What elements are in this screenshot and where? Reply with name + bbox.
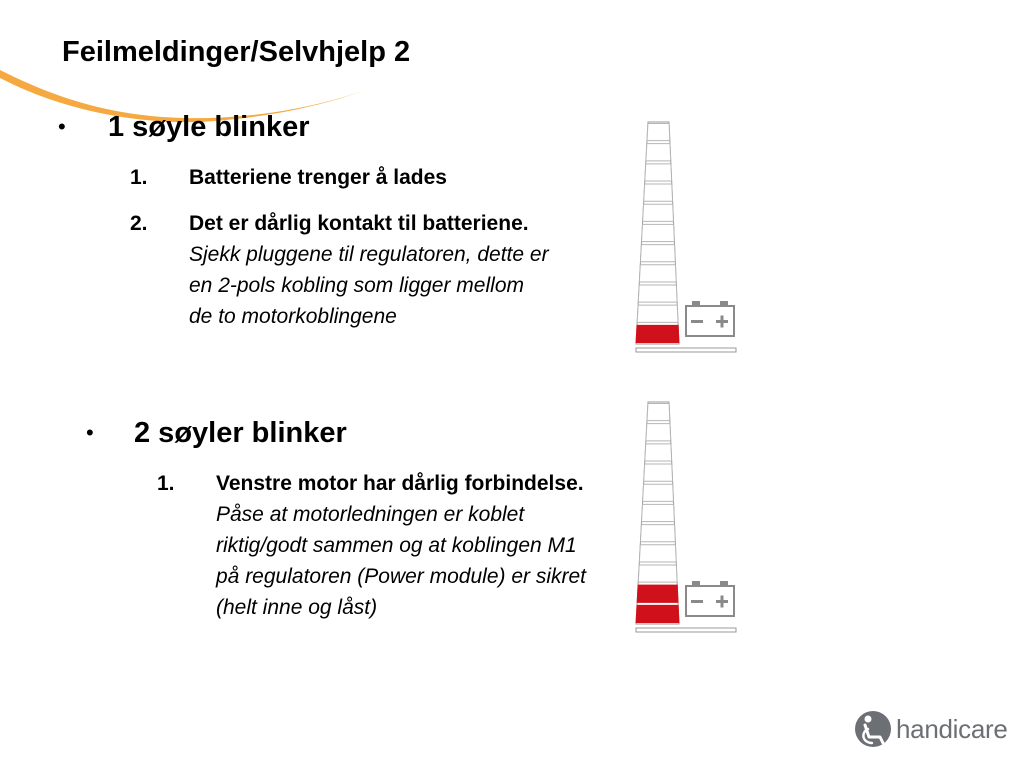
gauge-segment xyxy=(645,444,672,461)
battery-icon xyxy=(686,581,734,616)
handicare-logo-text: handicare xyxy=(896,714,1008,744)
battery-gauge-2-bars xyxy=(628,398,748,638)
gauge-segment xyxy=(642,224,675,241)
gauge-segment xyxy=(640,245,675,262)
list-item xyxy=(189,162,549,193)
gauge-segment-lit xyxy=(636,605,679,622)
gauge-segment xyxy=(647,404,670,421)
item-text: Venstre motor har dårlig forbindelse. xyxy=(216,472,584,495)
gauge-segment xyxy=(639,265,676,282)
bullet-dot: • xyxy=(58,114,66,139)
item-number: 1. xyxy=(130,166,148,189)
gauge-segment xyxy=(644,184,673,201)
item-note: Påse at motorledningen er koblet riktig/godt sammen og at koblingen M1 på regulatoren (Power module) er sikret (helt inne og låst) xyxy=(216,503,587,619)
item-text: Det er dårlig kontakt til batteriene. xyxy=(189,212,529,235)
item-note: Sjekk pluggene til regulatoren, dette er en 2-pols kobling som ligger mellom de to motorkoblingene xyxy=(189,243,549,328)
item-number: 2. xyxy=(130,212,148,235)
gauge-segment xyxy=(637,305,678,322)
slide-title: Feilmeldinger/Selvhjelp 2 xyxy=(62,36,411,68)
list-item xyxy=(189,208,549,332)
list-item xyxy=(216,468,586,623)
gauge-segment xyxy=(645,164,672,181)
gauge-segment xyxy=(643,484,674,501)
gauge-segment xyxy=(647,124,670,141)
section-heading: 2 søyler blinker xyxy=(134,417,347,449)
gauge-segment xyxy=(646,424,671,441)
bullet-dot: • xyxy=(86,420,94,445)
gauge-segment xyxy=(646,144,671,161)
section-heading: 1 søyle blinker xyxy=(108,111,310,143)
gauge-segment-lit xyxy=(636,325,679,342)
gauge-segment xyxy=(644,464,673,481)
gauge-segment xyxy=(638,285,677,302)
battery-gauge-1-bar xyxy=(628,118,748,358)
gauge-segment xyxy=(643,204,674,221)
gauge-segment xyxy=(640,525,675,542)
gauge-segment-lit xyxy=(637,585,678,602)
gauge-baseline xyxy=(636,628,736,632)
gauge-segment xyxy=(642,504,675,521)
item-text: Batteriene trenger å lades xyxy=(189,166,447,189)
gauge-segment xyxy=(639,545,676,562)
item-number: 1. xyxy=(157,472,175,495)
gauge-baseline xyxy=(636,348,736,352)
battery-icon xyxy=(686,301,734,336)
handicare-logo-icon xyxy=(854,709,892,749)
gauge-segment xyxy=(638,565,677,582)
